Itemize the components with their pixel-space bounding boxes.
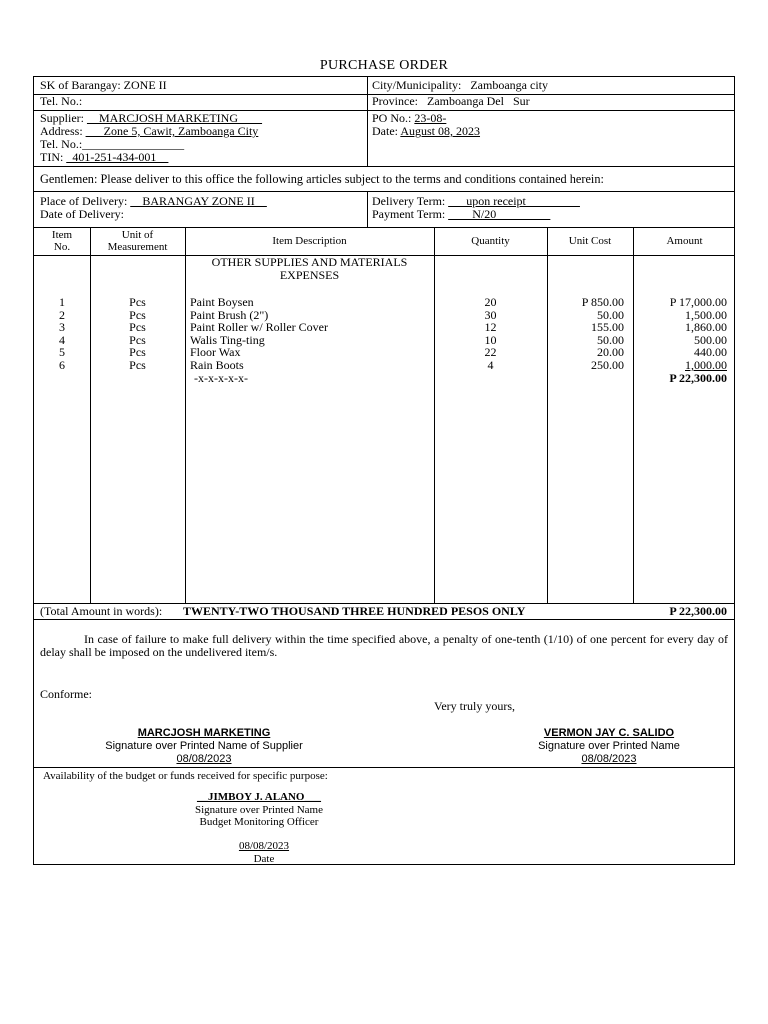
address-value: ___Zone 5, Cawit, Zamboanga City [85, 124, 259, 138]
header-description: Item Description [272, 235, 347, 247]
item-unit-cost: 20.00 [597, 345, 624, 360]
item-quantity: 20 [484, 295, 497, 309]
officer-signature-caption: Signature over Printed Name [538, 740, 680, 752]
item-unit-cost: 250.00 [591, 357, 624, 372]
item-unit-cost: 155.00 [591, 320, 624, 335]
item-no: 4 [59, 332, 65, 347]
header-item-no [34, 229, 90, 253]
supplier-signature-date: 08/08/2023 [176, 753, 232, 765]
closing-text: Very truly yours, [434, 699, 515, 713]
supplier-signature-caption: Signature over Printed Name of Supplier [105, 740, 303, 752]
item-no: 2 [59, 307, 65, 322]
item-unit: Pcs [129, 307, 146, 322]
supplier-signatory-name: MARCJOSH MARKETING [137, 727, 271, 739]
supplier-label: Supplier: [40, 111, 84, 125]
po-date-field [372, 125, 480, 138]
budget-availability-note: Availability of the budget or funds received for specific purpose: [43, 770, 328, 782]
rule [34, 619, 734, 620]
item-unit-cost: 50.00 [597, 307, 624, 322]
tin-field [40, 151, 168, 164]
province-field [372, 95, 530, 108]
po-date-value: August 08, 2023 [400, 124, 481, 138]
city-field [372, 79, 548, 92]
budget-officer-name: __JIMBOY J. ALANO___ [197, 791, 321, 803]
item-amount: 440.00 [694, 345, 727, 360]
item-no: 6 [59, 357, 65, 372]
item-description: Floor Wax [190, 345, 241, 360]
payment-term-label: Payment Term: [372, 207, 446, 221]
tin-value: _401-251-434-001__ [66, 150, 169, 164]
total-label: (Total Amount in words): [40, 604, 163, 618]
item-amount: 500.00 [694, 332, 727, 347]
item-description: Paint Boysen [190, 295, 254, 309]
purchase-order-form [33, 76, 735, 865]
category-line1: OTHER SUPPLIES AND MATERIALS [211, 255, 408, 269]
po-number-value: 23-08- [414, 111, 447, 125]
item-quantity: 30 [484, 307, 497, 322]
address-label: Address: [40, 124, 83, 138]
rule [185, 227, 186, 603]
item-no: 3 [59, 320, 65, 335]
rule [34, 166, 734, 167]
item-description: Paint Brush (2") [190, 307, 269, 322]
date-of-delivery-label: Date of Delivery: [40, 207, 124, 221]
budget-date-label: Date [253, 852, 275, 865]
total-amount: P 22,300.00 [669, 604, 727, 618]
rule [367, 77, 368, 166]
header-item-no-line1: Item [51, 229, 73, 241]
place-label: Place of Delivery: [40, 194, 128, 208]
item-unit: Pcs [129, 332, 146, 347]
rule [633, 227, 634, 603]
category-line2: EXPENSES [279, 268, 340, 282]
po-date-label: Date: [372, 124, 398, 138]
payment-term-field [372, 208, 550, 221]
item-unit-cost: P 850.00 [581, 295, 624, 309]
item-description: Rain Boots [190, 357, 244, 372]
item-quantity: 12 [484, 320, 497, 335]
item-amount: P 17,000.00 [669, 295, 727, 309]
item-unit: Pcs [129, 345, 146, 360]
supplier-tel-label: Tel. No.: [40, 137, 83, 151]
rule [34, 191, 734, 192]
rule [90, 227, 91, 603]
item-quantity: 10 [484, 332, 497, 347]
header-quantity: Quantity [471, 235, 510, 247]
supplier-signature [54, 727, 354, 766]
column-description [190, 296, 430, 384]
place-value: __BARANGAY ZONE II__ [130, 194, 267, 208]
total-in-words: TWENTY-TWO THOUSAND THREE HUNDRED PESOS ONLY [183, 604, 526, 618]
budget-officer-caption: Signature over Printed Name [195, 803, 323, 816]
rule [34, 767, 734, 768]
item-unit-cost: 50.00 [597, 332, 624, 347]
supplier-value: __MARCJOSH MARKETING____ [87, 111, 263, 125]
end-marker: -x-x-x-x-x- [194, 370, 248, 385]
page-title: PURCHASE ORDER [319, 58, 449, 73]
officer-signatory-name: VERMON JAY C. SALIDO [543, 727, 675, 739]
item-amount: 1,860.00 [685, 320, 727, 335]
header-unit [90, 229, 185, 253]
sk-value: ZONE II [123, 78, 167, 92]
budget-officer-signature [134, 791, 384, 829]
budget-date: 08/08/2023 [238, 840, 290, 852]
city-label: City/Municipality: [372, 78, 462, 92]
tin-label: TIN: [40, 150, 64, 164]
item-description: Paint Roller w/ Roller Cover [190, 320, 328, 335]
item-description: Walis Ting-ting [190, 332, 265, 347]
province-label: Province: [372, 94, 418, 108]
header-tel-label: Tel. No.: [40, 94, 83, 108]
payment-term-value: ____N/20_________ [448, 207, 551, 221]
city-value: Zamboanga city [470, 78, 548, 92]
category-heading [185, 256, 434, 282]
column-item-no [34, 296, 90, 372]
item-amount: 1,500.00 [685, 307, 727, 322]
delivery-term-value: ___upon receipt_________ [448, 194, 580, 208]
subtotal-amount: P 22,300.00 [669, 370, 727, 385]
supplier-tel-value: _________________ [82, 137, 185, 151]
column-quantity [434, 296, 547, 372]
header-unit-line1: Unit of [121, 229, 154, 241]
header-amount: Amount [666, 235, 703, 247]
officer-signature [504, 727, 714, 766]
header-unit-cost: Unit Cost [568, 235, 612, 247]
conforme-label: Conforme: [40, 687, 92, 701]
po-number-label: PO No.: [372, 111, 412, 125]
item-unit: Pcs [129, 295, 146, 309]
item-unit: Pcs [129, 357, 146, 372]
rule [547, 227, 548, 603]
penalty-clause: In case of failure to make full delivery within the time specified above, a penalty of one-tenth (1/10) of one percent for every day of delay shall be imposed on the undelivered item/s. [40, 632, 728, 659]
budget-date-block [189, 840, 339, 865]
item-quantity: 22 [484, 345, 497, 360]
item-amount: 1,000.00 [685, 357, 727, 372]
rule [34, 227, 734, 228]
column-amount [633, 296, 727, 384]
budget-officer-role: Budget Monitoring Officer [199, 816, 319, 828]
officer-signature-date: 08/08/2023 [581, 753, 637, 765]
item-quantity: 4 [487, 357, 494, 372]
column-unit [90, 296, 185, 372]
province-value: Zamboanga Del Sur [427, 94, 530, 108]
instruction-text: Gentlemen: Please deliver to this office the following articles subject to the terms and conditions contained herein: [40, 172, 604, 186]
header-unit-line2: Measurement [107, 241, 168, 253]
header-item-no-line2: No. [53, 241, 71, 253]
item-no: 1 [59, 295, 65, 309]
rule [367, 191, 368, 227]
sk-barangay-field [40, 79, 167, 92]
delivery-term-label: Delivery Term: [372, 194, 446, 208]
item-no: 5 [59, 345, 65, 360]
rule [434, 227, 435, 603]
column-unit-cost [547, 296, 624, 372]
item-unit: Pcs [129, 320, 146, 335]
sk-label: SK of Barangay: [40, 78, 121, 92]
